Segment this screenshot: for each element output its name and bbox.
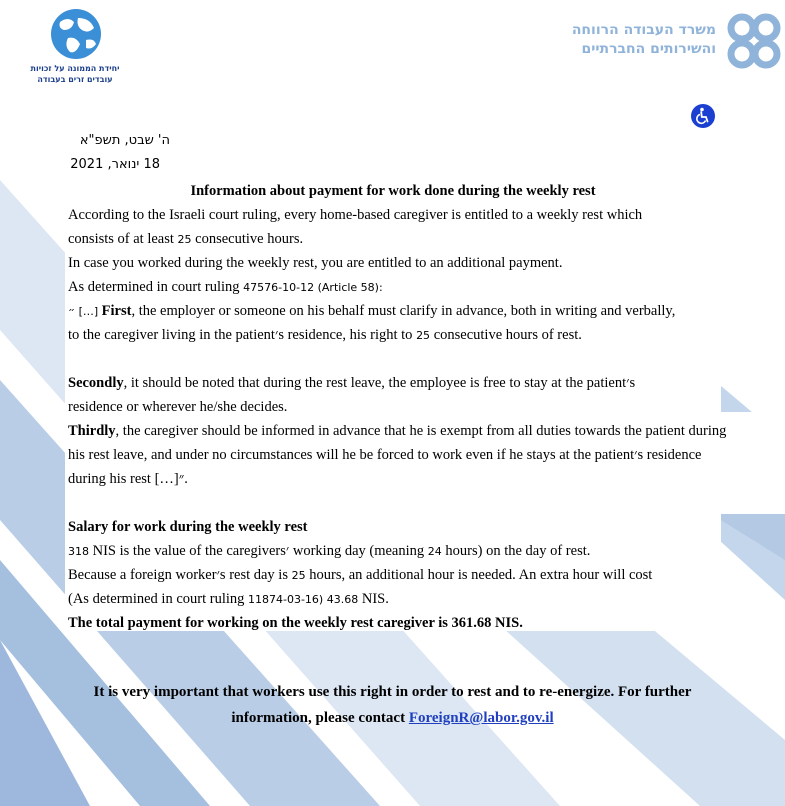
wheelchair-icon[interactable]: [691, 104, 715, 128]
paragraph-line: According to the Israeli court ruling, every home-based caregiver is entitled to a weekly rest which: [68, 207, 643, 223]
footer-note-line2: information, please contact ForeignR@labor.gov.il: [231, 710, 554, 726]
salary-line: Because a foreign worker׳s rest day is 25 hours, an additional hour is needed. An extra hour will cost: [68, 567, 653, 583]
document-title: Information about payment for work done during the weekly rest: [190, 183, 596, 199]
hebrew-date: ה' שבט, תשפ"א: [79, 133, 170, 148]
globe-icon: [50, 8, 102, 60]
left-logo-line2: עובדים זרים בעבודה: [37, 75, 113, 84]
thirdly-line: Thirdly, the caregiver should be informed in advance that he is exempt from all duties towards the patient during: [68, 423, 727, 439]
gregorian-date: 18 ינואר, 2021: [70, 157, 160, 172]
thirdly-line: his rest leave, and under no circumstances will he be forced to work even if he stays at the patient׳s residence: [68, 447, 702, 463]
paragraph-line: consists of at least 25 consecutive hours.: [68, 231, 304, 247]
footer-note-line1: It is very important that workers use this right in order to rest and to re-energize. For further: [93, 684, 692, 700]
paragraph-line: As determined in court ruling 47576-10-12 (Article 58):: [68, 279, 383, 295]
contact-email-link[interactable]: ForeignR@labor.gov.il: [408, 710, 554, 726]
ministry-emblem-icon: [726, 12, 782, 70]
salary-line: (As determined in court ruling 11874-03-16) 43.68 NIS.: [68, 591, 389, 607]
quote-line: ״ […] First, the employer or someone on his behalf must clarify in advance, both in writing and verbally,: [68, 303, 676, 319]
total-payment-line: The total payment for working on the weekly rest caregiver is 361.68 NIS.: [68, 615, 523, 631]
ministry-name-line2: והשירותים החברתיים: [581, 41, 716, 57]
quote-line: to the caregiver living in the patient׳s residence, his right to 25 consecutive hours of rest.: [68, 327, 582, 343]
ministry-name-line1: משרד העבודה הרווחה: [571, 22, 716, 38]
secondly-line: Secondly, it should be noted that during the rest leave, the employee is free to stay at the patient׳s: [68, 375, 636, 391]
left-logo-line1: יחידת הממונה על זכויות: [30, 64, 120, 73]
ministry-logo: [560, 12, 782, 72]
thirdly-line: during his rest […]״.: [68, 471, 188, 487]
salary-line: 318 NIS is the value of the caregivers׳ working day (meaning 24 hours) on the day of rest.: [68, 543, 591, 559]
foreign-workers-unit-logo: [20, 8, 130, 90]
secondly-line: residence or wherever he/she decides.: [68, 399, 288, 415]
salary-heading: Salary for work during the weekly rest: [68, 519, 308, 535]
paragraph-line: In case you worked during the weekly rest, you are entitled to an additional payment.: [68, 255, 563, 271]
